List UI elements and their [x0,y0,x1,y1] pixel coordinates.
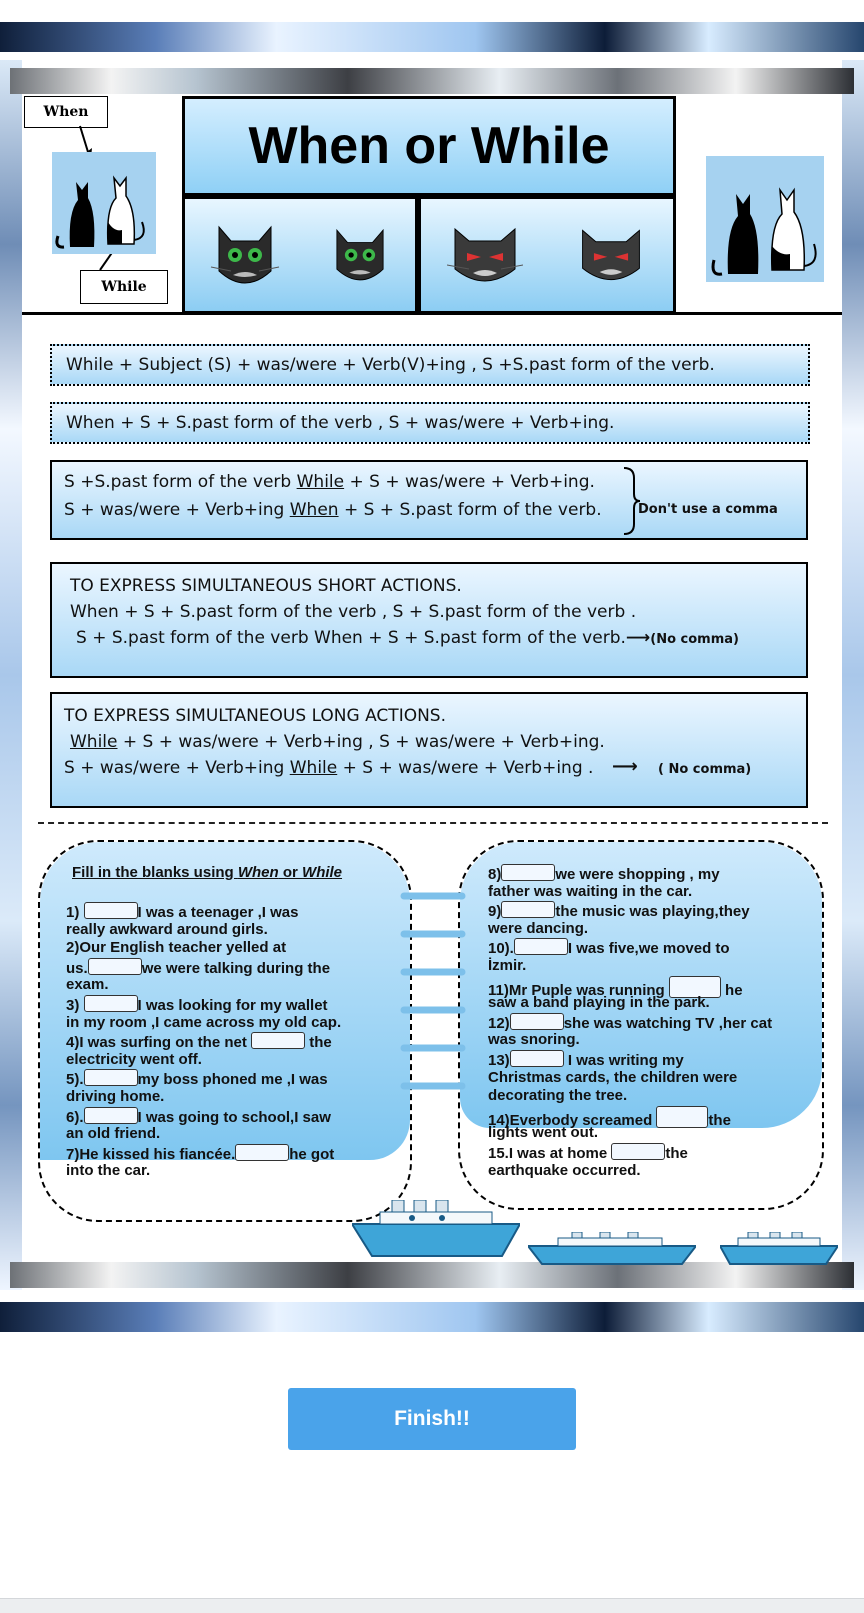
left-line: really awkward around girls. [66,920,268,938]
long-no-comma-note: ( No comma) [658,762,752,777]
no-comma-note: Don't use a comma [638,502,778,517]
boat-icon-3 [720,1232,838,1266]
right-line: 12) she was watching TV ,her cat [488,1014,773,1032]
finish-button[interactable]: Finish!! [288,1388,576,1450]
right-line: 8) we were shopping , my [488,866,720,883]
green-eyed-cat-icon-2 [328,217,392,293]
right-line: İzmir. [488,957,527,974]
left-line: 4)I was surfing on the net the [66,1034,332,1052]
rule-when-structure [50,402,810,444]
two-cats-icon-right [706,156,824,282]
long-actions-heading: TO EXPRESS SIMULTANEOUS LONG ACTIONS. [64,706,446,726]
short-actions-line1: When + S + S.past form of the verb , S + S.past form of the verb . [70,602,637,622]
bottom-edge [0,1598,864,1613]
page-title: When or While [248,117,610,175]
left-line: 3) I was looking for my wallet [66,997,328,1014]
bottom-decorative-bar [0,1302,864,1332]
answer-blank-input[interactable] [501,901,555,918]
title-banner [182,96,676,196]
left-line: an old friend. [66,1125,161,1143]
answer-blank-input[interactable] [510,1050,564,1067]
right-line: 15.I was at home the [488,1145,688,1162]
answer-blank-input[interactable] [501,864,555,881]
right-line: decorating the tree. [488,1087,628,1105]
while-label-text: While [101,279,147,295]
short-actions-heading: TO EXPRESS SIMULTANEOUS SHORT ACTIONS. [70,576,462,596]
right-line: earthquake occurred. [488,1161,641,1179]
arrow-right-icon: ⟶ [612,756,638,777]
green-eyed-cat-icon [209,217,281,293]
header-divider [22,312,842,315]
cats-image-right [706,156,824,282]
spiral-binding [398,876,468,1126]
inner-top-border [10,68,854,94]
right-line: 11)Mr Puple was running he [488,976,743,1001]
answer-blank-input[interactable] [251,1032,305,1049]
right-line: were dancing. [488,919,589,937]
right-line: father was waiting in the car. [488,882,693,900]
rule-when-text: When + S + S.past form of the verb , S + was/were + Verb+ing. [66,413,615,433]
right-line: saw a band playing in the park. [488,994,710,1012]
long-actions-box [50,692,808,808]
left-line: us. we were talking during the [66,959,331,977]
when-label-text: When [43,104,89,120]
right-line: lights went out. [488,1124,598,1142]
arrow-down-icon [80,126,88,152]
rule-no-comma-box [50,460,808,540]
top-decorative-bar [0,22,864,52]
red-eyed-cat-icon-2 [575,219,647,291]
boat-icon-2 [528,1232,696,1266]
answer-blank-input[interactable] [611,1143,665,1160]
right-line: was snoring. [488,1031,580,1049]
short-actions-line2: S + S.past form of the verb When + S + S.past form of the verb.⟶(No comma) [76,628,739,648]
left-line: 1) I was a teenager ,I was [66,904,299,921]
right-decorative-border [842,60,864,1290]
left-decorative-border [0,60,22,1290]
answer-blank-input[interactable] [84,1107,138,1124]
answer-blank-input[interactable] [88,958,142,975]
right-line: Christmas cards, the children were [488,1068,738,1086]
answer-blank-input[interactable] [84,1069,138,1086]
answer-blank-input[interactable] [514,938,568,955]
exercise-instruction: Fill in the blanks using When or While [72,864,343,881]
left-line: electricity went off. [66,1050,202,1068]
left-line: 6). I was going to school,I saw [66,1108,331,1126]
right-line: 14)Everbody screamed the [488,1106,731,1131]
right-line: 10). I was five,we moved to [488,940,730,958]
answer-blank-input[interactable] [235,1144,289,1161]
left-line: exam. [66,976,109,994]
long-actions-line1: While + S + was/were + Verb+ing , S + was/were + Verb+ing. [70,732,605,752]
rule-while-text: While + Subject (S) + was/were + Verb(V)+ing , S +S.past form of the verb. [66,355,715,375]
angry-cats-panel [418,196,676,314]
cats-image-left [52,152,156,254]
left-line: 2)Our English teacher yelled at [66,939,287,957]
answer-blank-input[interactable] [84,902,138,919]
answer-blank-input[interactable] [84,995,138,1012]
happy-cats-panel [182,196,418,314]
left-line: in my room ,I came across my old cap. [66,1013,342,1031]
short-no-comma-note: (No comma) [650,632,739,647]
answer-blank-input[interactable] [510,1013,564,1030]
long-actions-line2: S + was/were + Verb+ing While + S + was/were + Verb+ing . [64,758,594,778]
red-eyed-cat-icon [447,219,523,291]
right-line: 9) the music was playing,they [488,903,750,921]
right-line: 13) I was writing my [488,1052,684,1069]
left-line: driving home. [66,1088,165,1105]
rule-no-comma-line1: S +S.past form of the verb While + S + was/were + Verb+ing. [64,472,595,492]
short-actions-box [50,562,808,678]
left-line: 7)He kissed his fiancée. he got [66,1145,335,1163]
brace-icon [622,466,642,536]
left-line: 5). my boss phoned me ,I was [66,1071,328,1089]
section-divider [38,822,828,824]
rule-no-comma-line2: S + was/were + Verb+ing When + S + S.past form of the verb. [64,500,602,520]
answer-blank-input[interactable] [656,1106,708,1128]
boat-icon [352,1200,520,1260]
left-line: into the car. [66,1162,151,1180]
two-cats-icon [52,152,156,254]
rule-while-structure [50,344,810,386]
